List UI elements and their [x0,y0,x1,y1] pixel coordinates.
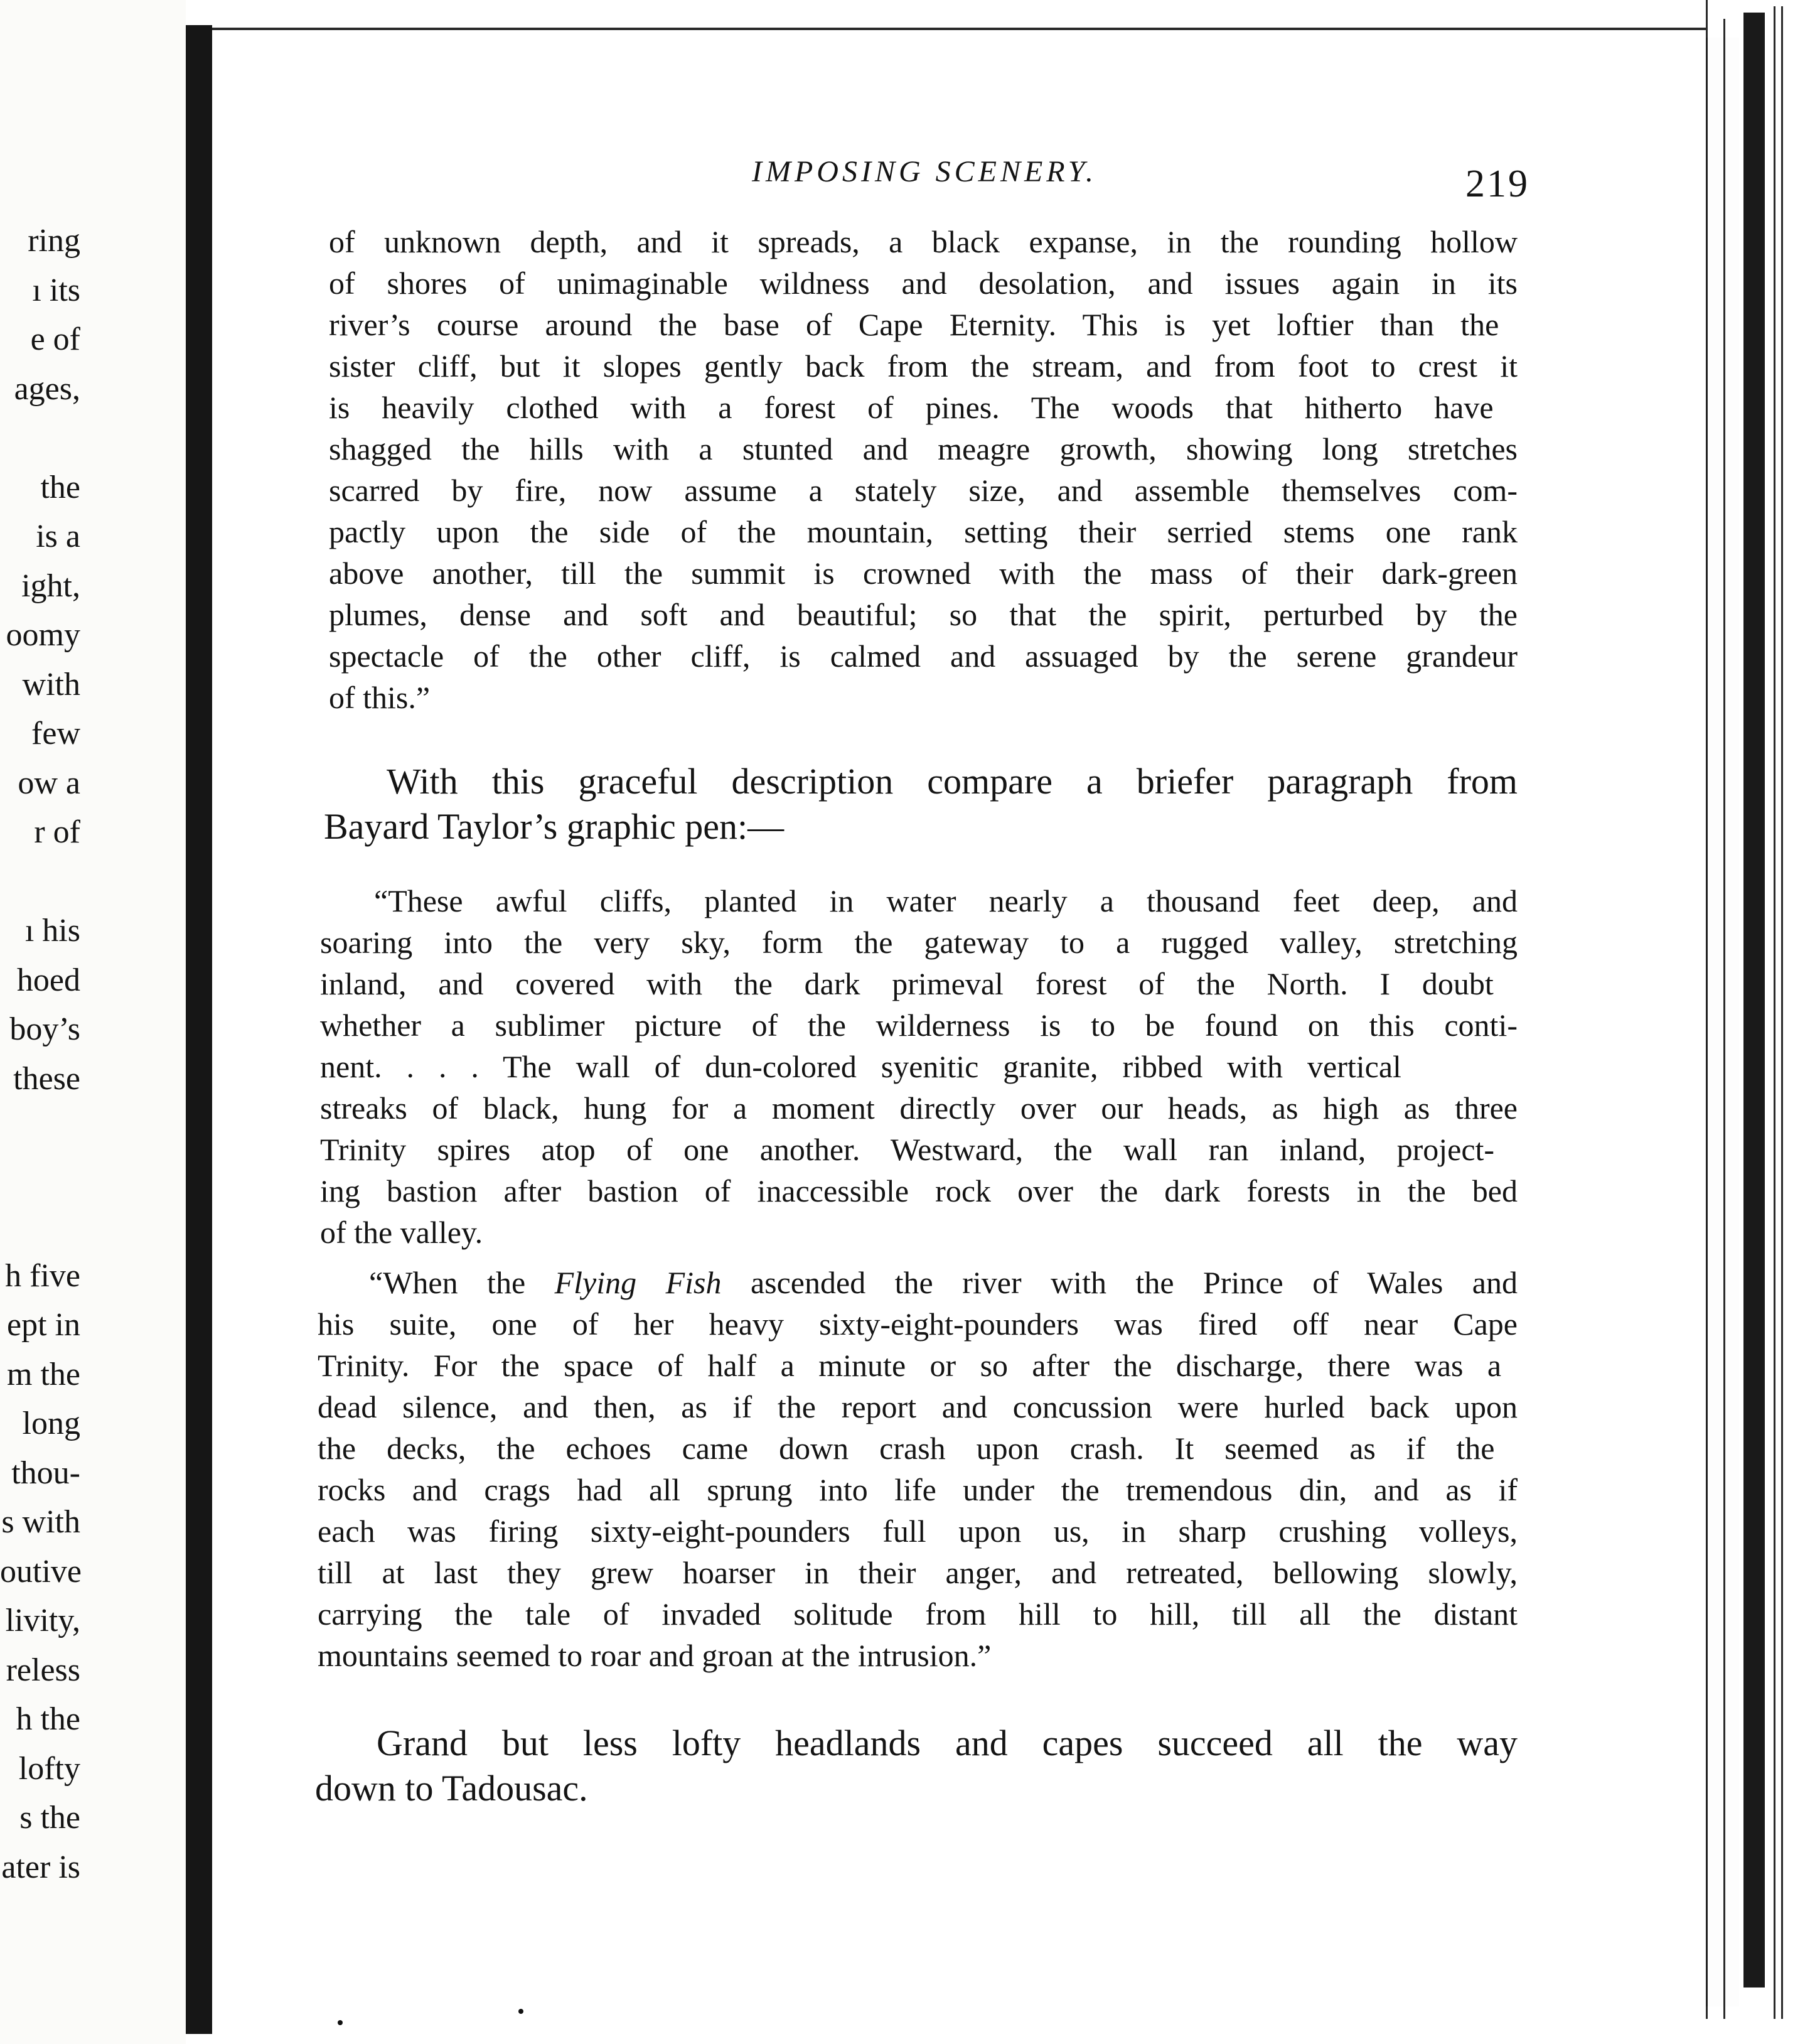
book-gutter [186,25,212,2034]
left-page-line: lofty [18,1750,80,1787]
text-line: whether a sublimer picture of the wilderness is to be found on this conti- [320,1008,1518,1043]
left-page-line [0,1104,80,1153]
quote-open: “When the [369,1265,555,1300]
left-page-line [0,1153,80,1203]
left-page-line: s the [19,1800,80,1836]
left-page-line: ı his [24,913,80,949]
left-page-line: is a [36,519,80,554]
text-line: down to Tadousac. [315,1768,588,1809]
text-line: sister cliff, but it slopes gently back from the stream, and from foot to crest it [329,348,1518,384]
text-line: pactly upon the side of the mountain, setting their serried stems one rank [329,514,1518,549]
text-line: Trinity spires atop of one another. Westward, the wall ran inland, project- [320,1132,1495,1167]
ship-name: Flying Fish [554,1265,722,1300]
left-page-line: these [13,1060,80,1097]
page-number: 219 [1465,163,1529,205]
left-facing-page [0,0,186,2044]
left-page-line [0,414,80,463]
book-page [212,28,1706,2036]
text-line: Bayard Taylor’s graphic pen:— [324,806,785,847]
text-line: is heavily clothed with a forest of pines. The woods that hitherto have [329,390,1494,425]
text-line [369,1267,1518,1298]
left-page-line: reless [6,1652,80,1688]
left-page-line: ı its [32,272,80,308]
text-line: Trinity. For the space of half a minute or so after the discharge, there was a [318,1348,1502,1383]
text-line: inland, and covered with the dark primeval forest of the North. I doubt [320,966,1494,1001]
left-page-text [0,217,80,1892]
left-page-line: ight, [21,567,80,604]
left-page-line: h five [5,1257,80,1294]
left-page-line: few [31,716,80,751]
text-line: each was firing sixty-eight-pounders full upon us, in sharp crushing volleys, [318,1514,1518,1549]
left-page-line: ages, [14,370,80,407]
text-line: dead silence, and then, as if the report and concussion were hurled back upon [318,1389,1518,1424]
left-page-line: ow a [18,765,80,801]
left-page-line: ring [28,223,80,259]
text-line: the decks, the echoes came down crash upon crash. It seemed as if the [318,1431,1495,1466]
text-line: streaks of black, hung for a moment directly over our heads, as high as three [320,1090,1518,1126]
left-page-line [0,1202,80,1252]
page-edge-line [1723,19,1725,2019]
left-page-line: boy’s [9,1011,80,1047]
text-line: ing bastion after bastion of inaccessible rock over the dark forests in the bed [320,1173,1518,1208]
left-page-line: livity, [5,1603,80,1638]
text-line: mountains seemed to roar and groan at the intrusion.” [318,1638,992,1673]
text-line: till at last they grew hoarser in their anger, and retreated, bellowing slowly, [318,1555,1518,1590]
left-page-line: long [22,1406,80,1441]
text-line: soaring into the very sky, form the gateway to a rugged valley, stretching [320,925,1518,960]
left-page-line: h the [16,1701,80,1737]
page-edge-line [1781,6,1783,2019]
text-line: nent. . . . The wall of dun-colored syenitic granite, ribbed with vertical [320,1049,1401,1084]
left-page-line: outive [0,1553,82,1589]
text-line: above another, till the summit is crowned with the mass of their dark-green [329,556,1518,591]
text-line: With this graceful description compare a briefer paragraph from [387,761,1518,802]
text-line: “These awful cliffs, planted in water nearly a thousand feet deep, and [374,883,1518,918]
page-edge-stack [1706,38,1739,2006]
left-page-line: e of [30,321,80,357]
text-line: river’s course around the base of Cape Eternity. This is yet loftier than the [329,307,1499,342]
text-line: his suite, one of her heavy sixty-eight-pounders was fired off near Cape [318,1306,1518,1342]
left-page-line: oomy [6,617,80,653]
left-page-line [0,858,80,907]
quote-rest: ascended the river with the Prince of Wales and [721,1265,1518,1300]
left-page-line: r of [34,814,80,850]
page-edge-line [1774,6,1775,2019]
left-page-line: the [40,469,80,505]
print-speck [518,2009,523,2014]
left-page-line: hoed [16,962,80,998]
text-line: of the valley. [320,1215,483,1250]
book-cover-edge [1743,13,1765,1988]
left-page-line: s with [1,1504,80,1540]
left-page-line: with [22,666,80,702]
text-line: scarred by fire, now assume a stately size, and assemble themselves com- [329,473,1518,508]
left-page-line: thou- [11,1455,80,1491]
text-line: plumes, dense and soft and beautiful; so that the spirit, perturbed by the [329,597,1518,632]
text-line: of unknown depth, and it spreads, a black expanse, in the rounding hollow [329,224,1518,259]
text-line: shagged the hills with a stunted and meagre growth, showing long stretches [329,431,1518,466]
print-speck [338,2020,343,2025]
text-line: rocks and crags had all sprung into life under the tremendous din, and as if [318,1472,1518,1507]
left-page-line: m the [7,1356,80,1392]
left-page-line: ater is [1,1849,80,1885]
text-line: Grand but less lofty headlands and capes succeed all the way [377,1723,1518,1763]
text-line: carrying the tale of invaded solitude from hill to hill, till all the distant [318,1596,1518,1632]
left-page-line: ept in [7,1307,80,1343]
text-line: spectacle of the other cliff, is calmed and assuaged by the serene grandeur [329,638,1518,674]
running-head: IMPOSING SCENERY. [752,155,1098,188]
text-line: of this.” [329,680,431,715]
text-line: of shores of unimaginable wildness and desolation, and issues again in its [329,266,1518,301]
page-edges [1706,0,1810,2044]
